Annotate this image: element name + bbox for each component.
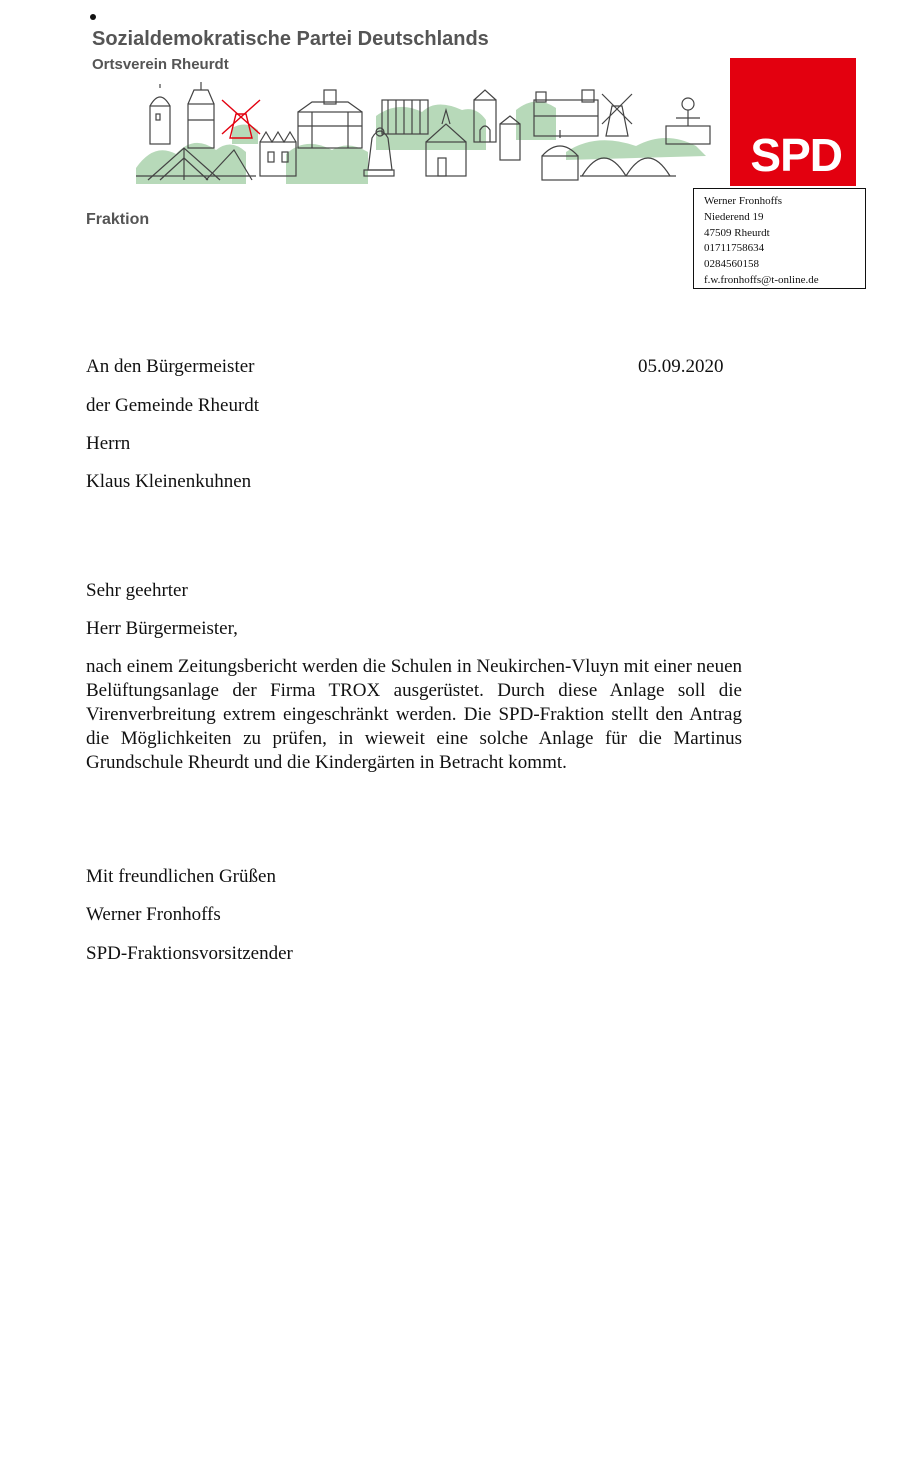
- recipient-line-1: An den Bürgermeister: [86, 356, 255, 377]
- sender-contact-box: [693, 188, 866, 289]
- closing-greeting: Mit freundlichen Grüßen: [86, 866, 276, 887]
- letter-date: 05.09.2020: [638, 356, 724, 377]
- sender-email: f.w.fronhoffs@t-online.de: [704, 273, 819, 286]
- sender-city: 47509 Rheurdt: [704, 226, 770, 239]
- recipient-line-4: Klaus Kleinenkuhnen: [86, 471, 252, 492]
- letter-body: nach einem Zeitungsbericht werden die Schulen in Neukirchen-Vluyn mit einer neuen Belüftungsanlage der Firma TROX ausgerüstet. Durch diese Anlage soll die Virenverbreitung extrem eingeschränkt werden. Die SPD-Fraktion stellt den Antrag die Möglichkeiten zu prüfen, in wieweit eine solche Anlage für die Martinus Grundschule Rheurdt und die Kindergärten in Betracht kommt.: [86, 656, 742, 773]
- signer-title: SPD-Fraktionsvorsitzender: [86, 943, 293, 964]
- sender-street: Niederend 19: [704, 210, 764, 223]
- spd-logo: [730, 58, 856, 186]
- local-chapter-name: Ortsverein Rheurdt: [92, 56, 229, 73]
- salutation-line-2: Herr Bürgermeister,: [86, 618, 238, 639]
- town-skyline-illustration: [136, 80, 726, 184]
- spd-logo-text: SPD: [750, 129, 842, 181]
- party-name: Sozialdemokratische Partei Deutschlands: [92, 28, 489, 50]
- recipient-line-3: Herrn: [86, 433, 131, 454]
- sender-phone: 0284560158: [704, 258, 759, 271]
- recipient-line-2: der Gemeinde Rheurdt: [86, 395, 260, 416]
- sender-name: Werner Fronhoffs: [704, 195, 783, 207]
- sender-mobile-phone: 01711758634: [704, 242, 765, 255]
- bullet-mark: [90, 14, 96, 20]
- salutation-line-1: Sehr geehrter: [86, 580, 188, 601]
- group-label: Fraktion: [86, 211, 150, 228]
- signer-name: Werner Fronhoffs: [86, 904, 221, 925]
